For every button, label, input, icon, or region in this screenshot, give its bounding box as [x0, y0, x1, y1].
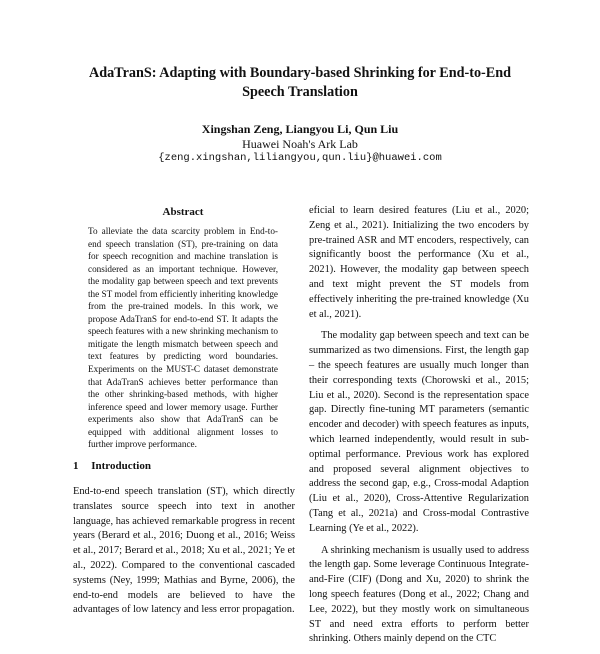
abstract-heading: Abstract: [162, 206, 204, 218]
introduction-body: [73, 485, 295, 618]
title-line-1: AdaTranS: Adapting with Boundary-based Shrinking for End-to-End: [88, 65, 512, 81]
right-paragraph-3: A shrinking mechanism is usually used to address the length gap. Some leverage Continuous Integrate-and-Fire (CIF) (Dong and Xu, 2020) to shrink the long speech features (Dong et al., 2022; Chang and Lee, 2022), but they mostly work on simultaneous ST and need extra efforts to perform better shrinking. Others mainly depend on the CTC: [309, 544, 529, 645]
author-emails: {zeng.xingshan,liliangyou,qun.liu}@huawei.com: [158, 152, 442, 164]
title-line-2: Speech Translation: [242, 84, 358, 100]
section-title: Introduction: [91, 460, 151, 472]
intro-paragraph-1: End-to-end speech translation (ST), which directly translates source speech into text in another language, has achieved remarkable progress in recent years (Berard et al., 2016; Duong et al., 2016; Weiss et al., 2017; Berard et al., 2018; Xu et al., 2021; Ye et al., 2022). Compared to the conventional cascaded systems (Ney, 1999; Mathias and Byrne, 2006), the end-to-end models are believed to have the advantages of low latency and less error propagation.: [73, 486, 295, 616]
introduction-heading: [73, 459, 293, 473]
affiliation: Huawei Noah's Ark Lab: [242, 137, 358, 151]
paper-title: [40, 64, 560, 102]
section-number: 1: [73, 460, 79, 472]
right-column: [309, 204, 529, 654]
right-paragraph-2: The modality gap between speech and text can be summarized as two dimensions. First, the length gap – the speech features are usually much longer than their corresponding texts (Chorowski et al., 2015; Liu et al., 2020). Second is the representation space gap. Directly fine-tuning MT parameters (semantic encoder and decoder) with speech features as inputs, which learned independently, would result in sub-optimal performance. Previous work has explored and proposed several alignment objectives to address the second gap, e.g., Cross-modal Adaption (Liu et al., 2020), Cross-Attentive Regularization (Tang et al., 2021a) and Cross-modal Contrastive Learning (Ye et al., 2022).: [309, 330, 529, 534]
author-list: Xingshan Zeng, Liangyou Li, Qun Liu: [201, 122, 399, 136]
right-paragraph-1: eficial to learn desired features (Liu et al., 2020; Zeng et al., 2021). Initializing the two encoders by pre-trained ASR and MT encoders, respectively, can significantly boost the performance (Xu et al., 2021). However, the modality gap between speech and text might prevent the ST models from effectively inheriting the pre-trained knowledge (Xu et al., 2021).: [309, 205, 529, 320]
abstract-text: To alleviate the data scarcity problem in End-to-end speech translation (ST), pre-training on data for speech recognition and machine translation is considered as an important technique. However, the modality gap between speech and text prevents the ST model from efficiently inheriting knowledge from the pre-trained models. In this work, we propose AdaTranS for end-to-end ST. It adapts the speech features with a new shrinking mechanism to mitigate the length mismatch between speech and text features by predicting word boundaries. Experiments on the MUST-C dataset demonstrate that AdaTranS achieves better performance than the other shrinking-based methods, with higher inference speed and lower memory usage. Further experiments also show that AdaTranS can be equipped with additional alignment losses to further improve performance.: [88, 226, 279, 450]
